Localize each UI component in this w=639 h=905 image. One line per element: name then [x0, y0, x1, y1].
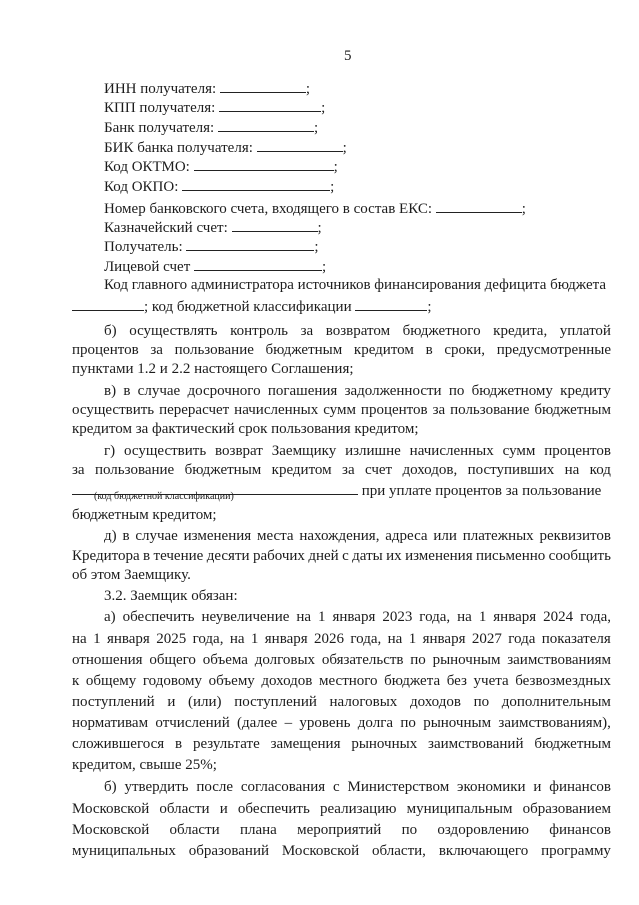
word: возвратом: [325, 323, 391, 339]
item-a-line2: [72, 630, 611, 648]
word: 1: [250, 631, 259, 647]
word: процентов: [360, 402, 428, 418]
oktmo-end: ;: [333, 159, 338, 175]
word: налоговых: [329, 694, 398, 710]
word: 2023: [382, 609, 413, 625]
word: неувеличение: [201, 609, 290, 625]
word: за: [432, 402, 446, 418]
personal-account-field: [104, 256, 326, 276]
page-number: 5: [344, 48, 352, 64]
word: сумм: [323, 402, 356, 418]
bank-field: [104, 117, 318, 137]
word: мероприятий: [297, 822, 382, 838]
word: финансов: [549, 822, 611, 838]
word: контроль: [230, 323, 289, 339]
word: дней: [308, 548, 339, 564]
word: обязательств: [321, 652, 404, 668]
word: кредитом: [353, 342, 414, 358]
word: десяти: [206, 548, 250, 564]
word: в: [143, 548, 151, 564]
word: долговых: [254, 652, 316, 668]
item-a-line6: [72, 714, 611, 732]
word: заимствованиям),: [498, 715, 611, 731]
word: после: [196, 779, 234, 795]
word: образованием: [522, 801, 611, 817]
word: бюджетному: [471, 383, 553, 399]
account-end: ;: [521, 201, 526, 217]
word: года,: [419, 609, 451, 625]
word: включающего: [438, 843, 529, 859]
kpp-blank: [219, 97, 321, 112]
item-a-line7: [72, 735, 611, 753]
word: оздоровлению: [437, 822, 529, 838]
word: пользование: [450, 402, 530, 418]
word: а): [104, 609, 116, 625]
word: по: [448, 383, 465, 399]
admin-code-label: ; код бюджетной классификации: [144, 299, 352, 315]
word: дополнительным: [501, 694, 611, 710]
word: уплатой: [559, 323, 611, 339]
oktmo-label: Код ОКТМО:: [104, 159, 190, 175]
word: области,: [372, 843, 426, 859]
word: б): [104, 323, 117, 339]
item-g-after-blank: при уплате процентов за пользование: [361, 483, 602, 499]
bik-label: БИК банка получателя:: [104, 140, 253, 156]
word: пользование: [174, 342, 254, 358]
word: к: [72, 673, 80, 689]
word: (далее: [237, 715, 278, 731]
section-3-2-heading: 3.2. Заемщик обязан:: [104, 588, 238, 604]
word: годовому: [142, 673, 203, 689]
word: за: [72, 462, 85, 478]
word: сложившегося: [72, 736, 165, 752]
word: на: [296, 609, 312, 625]
treasury-blank: [232, 217, 318, 232]
word: в): [104, 383, 117, 399]
word: Московской: [281, 843, 360, 859]
word: или: [433, 528, 457, 544]
word: объема: [202, 652, 248, 668]
word: за: [300, 323, 314, 339]
word: (или): [188, 694, 222, 710]
word: поступлений: [72, 694, 155, 710]
word: в: [175, 736, 183, 752]
word: января: [106, 631, 150, 647]
word: Кредитора: [72, 548, 140, 564]
word: в: [122, 528, 130, 544]
word: изменения: [405, 548, 473, 564]
item-b2-line2: [72, 800, 611, 818]
item-b-line1: [104, 322, 611, 340]
word: области: [169, 822, 220, 838]
word: письменно: [476, 548, 546, 564]
word: начисленных: [409, 443, 494, 459]
word: рыночных: [351, 736, 418, 752]
word: результате: [192, 736, 260, 752]
word: января: [493, 609, 537, 625]
word: реализацию: [319, 801, 397, 817]
word: местного: [319, 673, 378, 689]
word: –: [284, 715, 293, 731]
recipient-blank: [186, 236, 314, 251]
admin-code-line2: [72, 296, 432, 316]
word: адреса: [385, 528, 428, 544]
word: Заемщику: [271, 443, 337, 459]
word: образований: [188, 843, 270, 859]
word: 1: [478, 609, 487, 625]
word: и: [533, 779, 542, 795]
word: излишне: [345, 443, 401, 459]
word: случае: [135, 528, 178, 544]
word: программу: [541, 843, 611, 859]
item-a-line3: [72, 651, 611, 669]
word: рыночным: [423, 715, 492, 731]
word: рыночным: [432, 652, 501, 668]
word: нахождения,: [299, 528, 380, 544]
treasury-label: Казначейский счет:: [104, 220, 228, 236]
word: начисленных: [234, 402, 319, 418]
kpp-field: [104, 97, 325, 117]
word: поступивших: [467, 462, 555, 478]
word: на: [387, 631, 403, 647]
word: доходов: [409, 694, 461, 710]
word: доходов,: [402, 462, 458, 478]
personal-account-blank: [194, 256, 322, 271]
classification-blank: [355, 296, 427, 311]
word: бюджета: [384, 673, 441, 689]
item-d-line2: [72, 547, 611, 565]
word: Московской: [72, 801, 150, 817]
okpo-end: ;: [330, 179, 335, 195]
personal-account-label: Лицевой счет: [104, 259, 191, 275]
word: уровень: [299, 715, 351, 731]
word: за: [342, 462, 355, 478]
item-d-line1: [104, 527, 611, 545]
word: объему: [208, 673, 255, 689]
bik-blank: [257, 137, 343, 152]
item-v-line2: [72, 401, 611, 419]
account-field: [104, 198, 526, 218]
treasury-field: [104, 217, 322, 237]
word: даты: [352, 548, 383, 564]
word: Министерством: [347, 779, 450, 795]
word: по: [473, 694, 490, 710]
word: код: [589, 462, 611, 478]
word: реквизитов: [539, 528, 611, 544]
word: обеспечить: [237, 801, 310, 817]
word: течение: [153, 548, 204, 564]
word: обеспечить: [122, 609, 195, 625]
word: января: [422, 631, 466, 647]
account-label: Номер банковского счета, входящего в состав ЕКС:: [104, 201, 433, 217]
word: осуществить: [124, 443, 207, 459]
treasury-end: ;: [317, 220, 322, 236]
recipient-label: Получатель:: [104, 239, 183, 255]
word: с: [333, 779, 340, 795]
personal-account-end: ;: [322, 259, 327, 275]
okpo-blank: [182, 176, 330, 191]
bank-label: Банк получателя:: [104, 120, 215, 136]
inn-field: [104, 78, 310, 98]
word: досрочного: [187, 383, 261, 399]
item-a-line4: [72, 672, 611, 690]
word: сроки,: [444, 342, 486, 358]
word: их: [386, 548, 402, 564]
word: процентов: [544, 443, 611, 459]
word: экономики: [457, 779, 526, 795]
word: и: [219, 801, 228, 817]
word: кредита,: [493, 323, 548, 339]
account-blank: [436, 198, 522, 213]
kpp-end: ;: [321, 100, 326, 116]
word: области: [159, 801, 210, 817]
word: января: [264, 631, 308, 647]
word: отношения: [72, 652, 143, 668]
word: доходов: [261, 673, 313, 689]
word: предусмотренные: [496, 342, 611, 358]
word: на: [229, 631, 245, 647]
word: общего: [149, 652, 196, 668]
word: 1: [408, 631, 417, 647]
item-a-line8: кредитом, свыше 25%;: [72, 757, 217, 773]
word: года: [508, 631, 536, 647]
item-b-line2: [72, 341, 611, 359]
word: г): [104, 443, 116, 459]
word: заимствованиям: [507, 652, 611, 668]
word: на: [564, 462, 580, 478]
word: замещения: [270, 736, 341, 752]
word: общему: [85, 673, 137, 689]
word: задолженности: [344, 383, 442, 399]
word: в: [123, 383, 131, 399]
word: согласования: [240, 779, 326, 795]
word: бюджетным: [534, 402, 611, 418]
word: перерасчет: [159, 402, 230, 418]
item-v-line1: [104, 382, 611, 400]
item-g-last: бюджетным кредитом;: [72, 507, 217, 523]
item-g-line1: [104, 442, 611, 460]
word: 2025: [156, 631, 187, 647]
inn-blank: [220, 78, 306, 93]
bank-blank: [218, 117, 314, 132]
word: года,: [350, 631, 382, 647]
word: показателя: [541, 631, 611, 647]
word: случае: [137, 383, 181, 399]
admin-code-end: ;: [427, 299, 432, 315]
okpo-field: [104, 176, 334, 196]
word: муниципальным: [406, 801, 513, 817]
word: долга: [357, 715, 394, 731]
item-g-line2: [72, 461, 611, 479]
word: погашения: [267, 383, 338, 399]
item-b2-line1: [104, 778, 611, 796]
word: изменения: [183, 528, 252, 544]
item-b-line3: пунктами 1.2 и 2.2 настоящего Соглашения;: [72, 361, 354, 377]
word: года,: [580, 609, 611, 625]
word: за: [150, 342, 163, 358]
word: сумм: [502, 443, 536, 459]
word: по: [410, 652, 426, 668]
word: утвердить: [124, 779, 189, 795]
item-a-line5: [72, 693, 611, 711]
word: в: [425, 342, 433, 358]
inn-end: ;: [305, 81, 311, 97]
word: сообщить: [548, 548, 611, 564]
word: заимствований: [428, 736, 524, 752]
word: бюджетного: [402, 323, 481, 339]
word: отчислений: [155, 715, 230, 731]
word: бюджетным: [184, 462, 262, 478]
recipient-field: [104, 236, 319, 256]
word: пользование: [94, 462, 175, 478]
word: безвозмездных: [515, 673, 611, 689]
item-d-line3: об этом Заемщику.: [72, 567, 191, 583]
word: места: [256, 528, 294, 544]
word: процентов: [72, 342, 139, 358]
bank-end: ;: [313, 120, 319, 136]
bik-end: ;: [342, 140, 347, 156]
word: счет: [364, 462, 393, 478]
admin-code-line1: Код главного администратора источников финансирования дефицита бюджета: [104, 277, 607, 293]
word: 2027: [471, 631, 502, 647]
word: 2024: [543, 609, 574, 625]
word: Московской: [72, 822, 150, 838]
item-v-line3: кредитом за фактический срок пользования кредитом;: [72, 421, 419, 437]
word: по: [401, 822, 418, 838]
bik-field: [104, 137, 347, 157]
kbk-caption: (код бюджетной классификации): [94, 491, 234, 502]
recipient-end: ;: [314, 239, 319, 255]
word: по: [400, 715, 416, 731]
word: финансов: [549, 779, 611, 795]
word: на: [72, 631, 87, 647]
word: б): [104, 779, 117, 795]
admin-code-blank: [72, 296, 144, 311]
word: нормативам: [72, 715, 149, 731]
word: возврат: [215, 443, 263, 459]
word: д): [104, 528, 117, 544]
word: муниципальных: [72, 843, 176, 859]
word: кредиту: [560, 383, 611, 399]
word: осуществить: [72, 402, 155, 418]
word: 1: [93, 631, 101, 647]
oktmo-blank: [194, 156, 334, 171]
word: кредитом: [271, 462, 332, 478]
kpp-label: КПП получателя:: [104, 100, 216, 116]
word: 2026: [314, 631, 345, 647]
okpo-label: Код ОКПО:: [104, 179, 179, 195]
word: плана: [239, 822, 277, 838]
word: января: [332, 609, 376, 625]
word: с: [342, 548, 349, 564]
word: на: [457, 609, 472, 625]
item-a-line1: [104, 608, 611, 626]
word: поступлений: [234, 694, 317, 710]
word: бюджетным: [534, 736, 611, 752]
word: платежных: [462, 528, 534, 544]
word: бюджетным: [265, 342, 343, 358]
word: без: [446, 673, 467, 689]
inn-label: ИНН получателя:: [104, 81, 217, 97]
item-b2-line3: [72, 821, 611, 839]
item-b2-line4: [72, 842, 611, 860]
word: 1: [318, 609, 326, 625]
oktmo-field: [104, 156, 338, 176]
word: учета: [473, 673, 509, 689]
word: осуществлять: [129, 323, 218, 339]
word: и: [167, 694, 176, 710]
word: рабочих: [252, 548, 305, 564]
word: года,: [192, 631, 224, 647]
